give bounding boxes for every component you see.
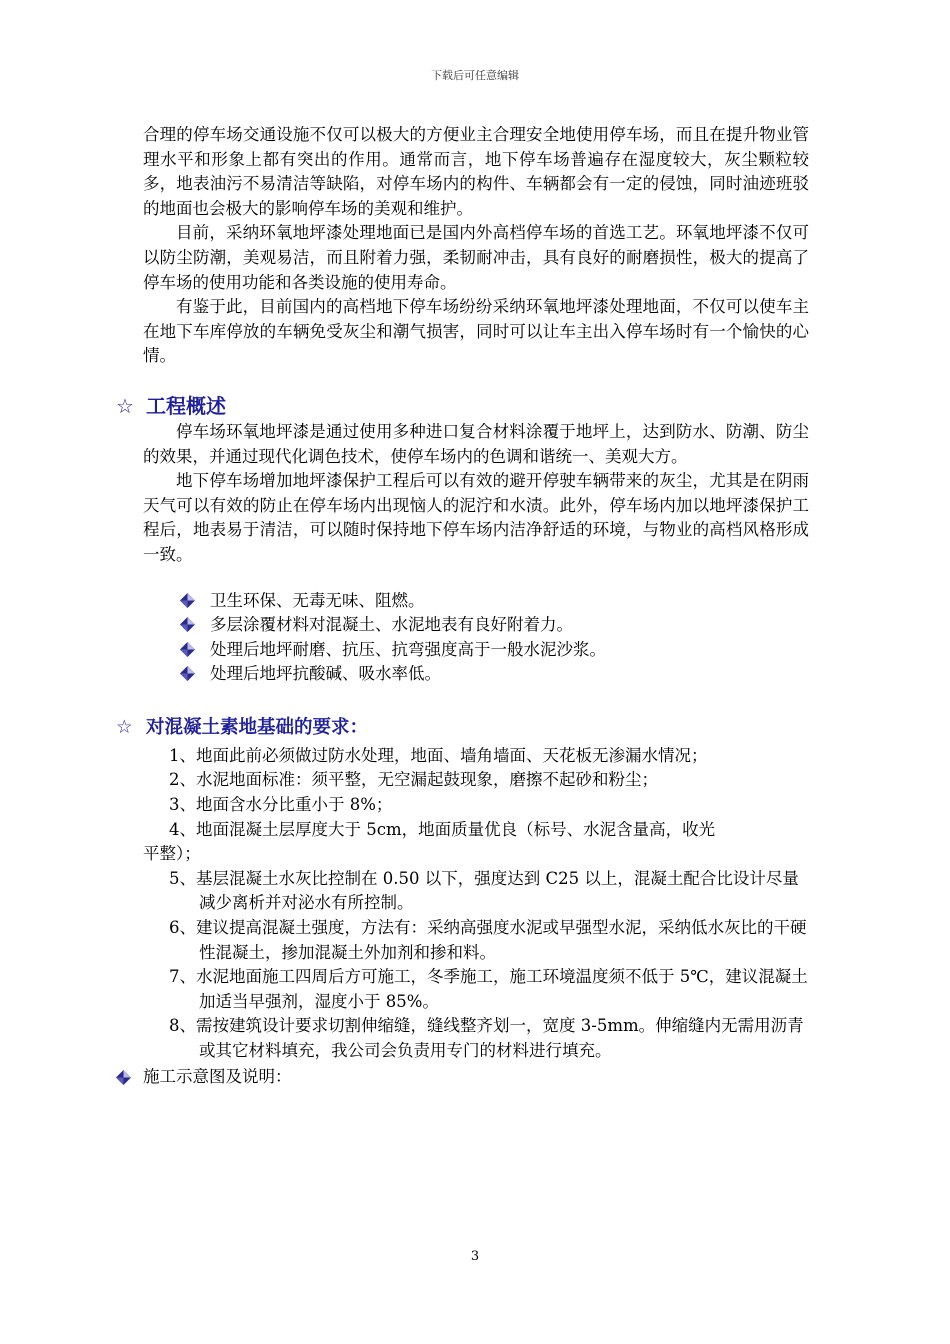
caption-text: 施工示意图及说明： (143, 1066, 292, 1086)
diamond-bullet-icon (180, 642, 195, 657)
list-item: 5、基层混凝土水灰比控制在 0.50 以下，强度达到 C25 以上，混凝土配合比设计尽量减少离析并对泌水有所控制。 (169, 868, 799, 913)
intro-paragraph-1: 合理的停车场交通设施不仅可以极大的方便业主合理安全地使用停车场，而且在提升物业管理水平和形象上都有突出的作用。通常而言，地下停车场普遍存在湿度较大，灰尘颗粒较多，地表油污不易清洁等缺陷，对停车场内的构件、车辆都会有一定的侵蚀，同时油迹班驳的地面也会极大的影响停车场的美观和维护。 (143, 125, 809, 218)
section-heading-requirements (116, 714, 809, 742)
overview-paragraph-2: 地下停车场增加地坪漆保护工程后可以有效的避开停驶车辆带来的灰尘，尤其是在阴雨天气可以有效的防止在停车场内出现恼人的泥泞和水渍。此外，停车场内加以地坪漆保护工程后，地表易于清洁，可以随时保持地下停车场内洁净舒适的环境，与物业的高档风格形成一致。 (143, 471, 809, 564)
list-item: 3、地面含水分比重小于 8%； (169, 795, 393, 815)
overview-paragraph-1: 停车场环氧地坪漆是通过使用多种进口复合材料涂覆于地坪上，达到防水、防潮、防尘的效果，并通过现代化调色技术，使停车场内的色调和谐统一、美观大方。 (143, 421, 809, 466)
diamond-bullet-icon (116, 1070, 131, 1085)
intro-paragraph-2: 目前，采纳环氧地坪漆处理地面已是国内外高档停车场的首选工艺。环氧地坪漆不仅可以防尘防潮，美观易洁，而且附着力强，柔韧耐冲击，具有良好的耐磨损性，极大的提高了停车场的使用功能和各类设施的使用寿命。 (143, 223, 809, 292)
star-outline-icon: ☆ (116, 716, 133, 738)
list-item: 6、建议提高混凝土强度，方法有：采纳高强度水泥或早强型水泥，采纳低水灰比的干硬性混凝土，掺加混凝土外加剂和掺和料。 (169, 918, 807, 962)
list-item (180, 613, 809, 638)
list-item-text: 卫生环保、无毒无味、阻燃。 (210, 590, 425, 610)
list-item-text: 处理后地坪耐磨、抗压、抗弯强度高于一般水泥沙浆。 (210, 639, 606, 659)
requirements-list (143, 744, 809, 1064)
diamond-bullet-icon (180, 666, 195, 681)
list-item: 1、地面此前必须做过防水处理，地面、墙角墙面、天花板无渗漏水情况； (169, 745, 708, 765)
feature-list (180, 589, 809, 687)
list-item (180, 662, 809, 687)
diamond-bullet-icon (180, 617, 195, 632)
list-item: 7、水泥地面施工四周后方可施工，冬季施工，施工环境温度须不低于 5℃，建议混凝土加适当早强剂，湿度小于 85%。 (169, 967, 808, 1011)
section-heading-overview (116, 392, 809, 420)
intro-paragraph-3: 有鉴于此，目前国内的高档地下停车场纷纷采纳环氧地坪漆处理地面，不仅可以使车主在地下车库停放的车辆免受灰尘和潮气损害，同时可以让车主出入停车场时有一个愉快的心情。 (143, 297, 809, 366)
list-item-text: 处理后地坪抗酸碱、吸水率低。 (210, 664, 441, 684)
page-number: 3 (470, 1249, 480, 1264)
list-item: 2、水泥地面标准：须平整，无空漏起鼓现象，磨擦不起砂和粉尘； (169, 770, 658, 790)
page-header: 下载后可任意编辑 (431, 69, 519, 82)
list-item: 4、地面混凝土层厚度大于 5cm，地面质量优良（标号、水泥含量高，收光 (169, 819, 716, 839)
list-item-text: 多层涂覆材料对混凝土、水泥地表有良好附着力。 (210, 615, 573, 635)
list-item (180, 589, 809, 614)
page-content (116, 123, 809, 1089)
list-item (180, 638, 809, 663)
section-title: 对混凝土素地基础的要求： (146, 716, 369, 738)
list-item-continuation: 平整）； (143, 844, 201, 864)
star-outline-icon: ☆ (116, 393, 134, 418)
diamond-bullet-icon (180, 593, 195, 608)
diagram-caption (116, 1065, 809, 1090)
section-title: 工程概述 (146, 393, 226, 418)
list-item: 8、需按建筑设计要求切割伸缩缝，缝线整齐划一，宽度 3-5mm。伸缩缝内无需用沥青或其它材料填充，我公司会负责用专门的材料进行填充。 (169, 1016, 804, 1060)
